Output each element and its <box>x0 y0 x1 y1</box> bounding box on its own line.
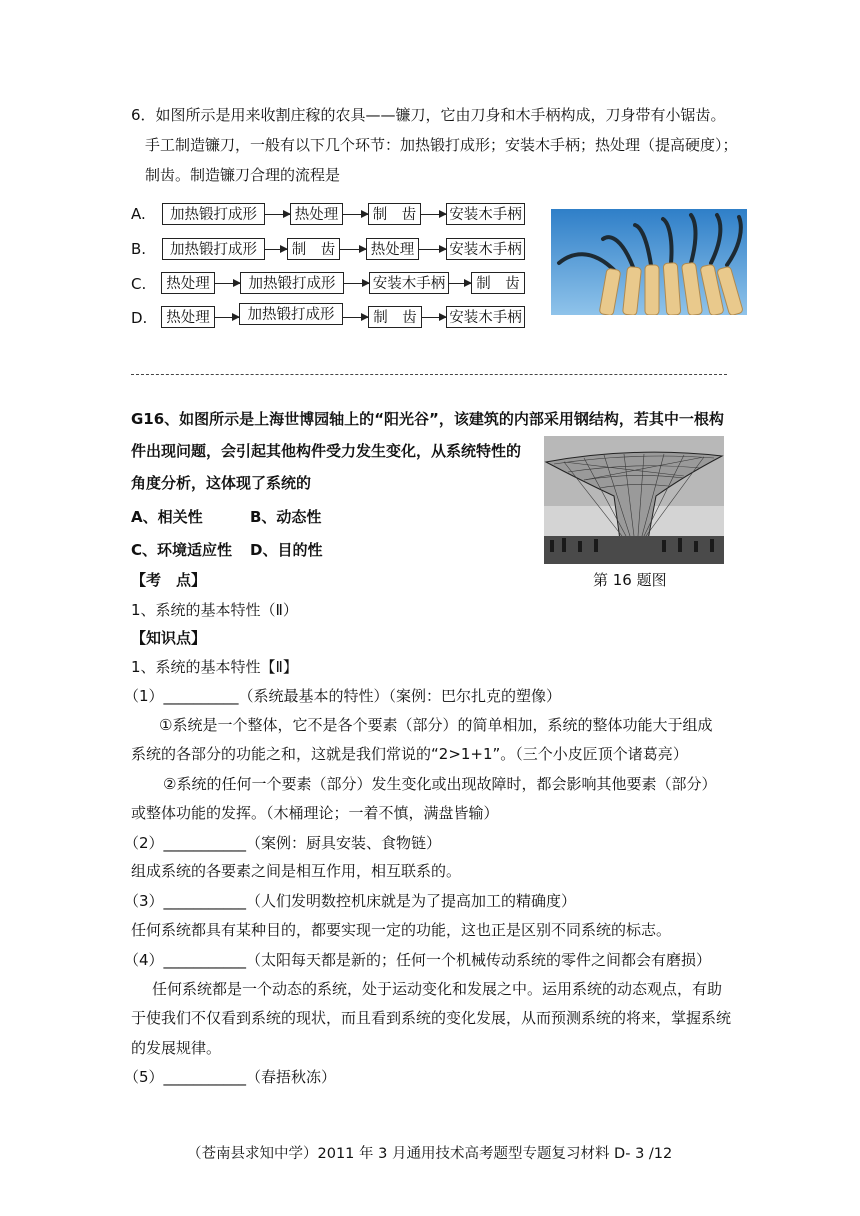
page-footer: （苍南县求知中学）2011 年 3 月通用技术高考题型专题复习材料 D- 3 /12 <box>187 1146 673 1162</box>
q16-option-c: C、环境适应性 <box>131 541 233 559</box>
q6-line3: 制齿。制造镰刀合理的流程是 <box>145 166 341 184</box>
p4-body-line1: 任何系统都是一个动态的系统，处于运动变化和发展之中。运用系统的动态观点，有助 <box>152 980 723 998</box>
q6-option-c-label: C. <box>131 275 147 293</box>
flow-step: 热处理 <box>161 272 215 294</box>
p1-b-line2: 或整体功能的发挥。（木桶理论；一着不慎，满盘皆输） <box>131 804 499 822</box>
kaodian-item: 1、系统的基本特性（Ⅱ） <box>131 601 298 619</box>
flow-step: 加热锻打成形 <box>240 272 344 294</box>
zhishi-item: 1、系统的基本特性【Ⅱ】 <box>131 658 298 676</box>
flow-step: 加热锻打成形 <box>162 238 265 260</box>
flow-step: 制 齿 <box>368 203 421 225</box>
p3-body: 任何系统都具有某种目的，都要实现一定的功能，这也正是区别不同系统的标志。 <box>131 921 672 939</box>
p1-a-line2: 系统的各部分的功能之和，这就是我们常说的“2>1+1”。（三个小皮匠顶个诸葛亮） <box>131 745 688 763</box>
flow-step: 制 齿 <box>287 238 340 260</box>
flow-step: 安装木手柄 <box>446 203 525 225</box>
flow-arrow <box>343 214 368 215</box>
section-divider <box>131 374 727 375</box>
flow-step: 安装木手柄 <box>446 306 525 328</box>
flow-arrow <box>265 214 290 215</box>
q16-line2: 件出现问题，会引起其他构件受力发生变化，从系统特性的 <box>131 442 522 460</box>
flow-arrow <box>265 249 287 250</box>
flow-arrow <box>215 317 239 318</box>
flow-step: 安装木手柄 <box>369 272 449 294</box>
flow-arrow <box>422 317 446 318</box>
flow-step: 热处理 <box>290 203 343 225</box>
sunshine-valley-photo <box>544 436 724 564</box>
flow-arrow <box>419 249 446 250</box>
q6-option-a-label: A. <box>131 205 146 223</box>
kaodian-title: 【考 点】 <box>131 571 207 589</box>
flow-step: 加热锻打成形 <box>162 203 265 225</box>
q6-option-d-label: D. <box>131 309 148 327</box>
flow-arrow <box>343 317 368 318</box>
q16-figure-caption: 第 16 题图 <box>593 571 667 589</box>
zhishi-title: 【知识点】 <box>131 629 207 647</box>
q6-line1: 6．如图所示是用来收割庄稼的农具——镰刀，它由刀身和木手柄构成，刀身带有小锯齿。 <box>131 106 726 124</box>
p1-b-line1: ②系统的任何一个要素（部分）发生变化或出现故障时，都会影响其他要素（部分） <box>163 775 717 793</box>
q6-option-b-label: B. <box>131 240 147 258</box>
p2-head: （2）___________（案例：厨具安装、食物链） <box>124 834 442 852</box>
flow-step: 热处理 <box>161 306 215 328</box>
q16-line1: G16、如图所示是上海世博园轴上的“阳光谷”，该建筑的内部采用钢结构，若其中一根构 <box>131 410 724 428</box>
p4-head: （4）___________（太阳每天都是新的；任何一个机械传动系统的零件之间都会有磨损） <box>124 951 712 969</box>
q16-option-d: D、目的性 <box>250 541 323 559</box>
p1-a-line1: ①系统是一个整体，它不是各个要素（部分）的简单相加，系统的整体功能大于组成 <box>159 716 713 734</box>
q16-option-b: B、动态性 <box>250 508 322 526</box>
flow-arrow <box>215 283 240 284</box>
flow-step: 加热锻打成形 <box>239 303 343 325</box>
flow-arrow <box>340 249 366 250</box>
p5-head: （5）___________（春捂秋冻） <box>124 1068 337 1086</box>
q16-option-a: A、相关性 <box>131 508 203 526</box>
p1-head: （1）__________（系统最基本的特性）（案例：巴尔扎克的塑像） <box>124 687 562 705</box>
flow-step: 制 齿 <box>368 306 422 328</box>
flow-arrow <box>344 283 369 284</box>
p4-body-line3: 的发展规律。 <box>131 1039 222 1057</box>
p4-body-line2: 于使我们不仅看到系统的现状，而且看到系统的变化发展，从而预测系统的将来，掌握系统 <box>131 1009 732 1027</box>
q16-line3: 角度分析，这体现了系统的 <box>131 474 312 492</box>
q6-line2: 手工制造镰刀，一般有以下几个环节：加热锻打成形；安装木手柄；热处理（提高硬度）； <box>145 136 738 154</box>
p2-body: 组成系统的各要素之间是相互作用，相互联系的。 <box>131 862 462 880</box>
sickle-photo <box>551 209 747 315</box>
flow-step: 热处理 <box>366 238 419 260</box>
p3-head: （3）___________（人们发明数控机床就是为了提高加工的精确度） <box>124 892 577 910</box>
flow-step: 安装木手柄 <box>446 238 525 260</box>
flow-arrow <box>449 283 471 284</box>
flow-step: 制 齿 <box>471 272 525 294</box>
flow-arrow <box>421 214 446 215</box>
